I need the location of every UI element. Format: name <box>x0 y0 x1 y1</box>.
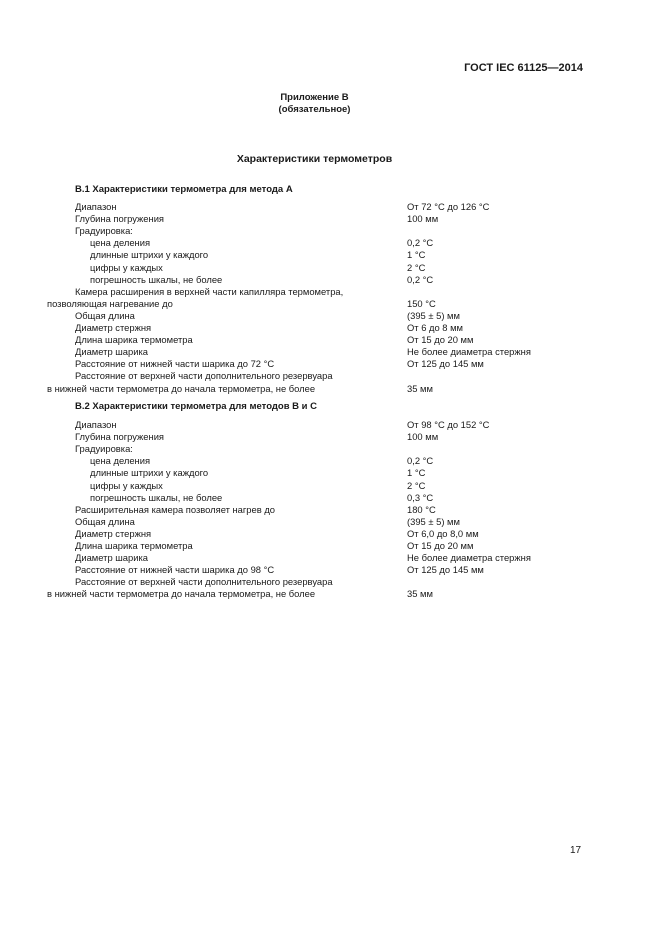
spec-row <box>0 274 661 286</box>
spec-row <box>0 249 661 261</box>
spec-row <box>0 455 661 467</box>
spec-value: 100 мм <box>407 431 439 443</box>
spec-value: От 72 °С до 126 °С <box>407 201 490 212</box>
spec-value: 35 мм <box>407 588 433 600</box>
spec-value: 2 °С <box>407 261 426 273</box>
spec-value: От 15 до 20 мм <box>407 334 474 346</box>
spec-label: Расстояние от верхней части дополнительного резервуара <box>75 576 333 588</box>
spec-row <box>0 298 661 310</box>
spec-row <box>0 504 661 516</box>
spec-label: Длина шарика термометра <box>75 334 193 346</box>
spec-row <box>0 310 661 322</box>
spec-row <box>0 370 661 382</box>
spec-row <box>0 346 661 358</box>
spec-row <box>0 443 661 455</box>
spec-value: 0,2 °С <box>407 455 434 467</box>
spec-value: (395 ± 5) мм <box>407 309 460 321</box>
page-number: 17 <box>570 845 582 856</box>
annex-title: Приложение В <box>280 92 349 103</box>
spec-label: длинные штрихи у каждого <box>90 249 209 261</box>
spec-value: От 98 °С до 152 °С <box>407 419 490 430</box>
spec-value: От 125 до 145 мм <box>407 564 484 576</box>
spec-row <box>0 201 661 213</box>
annex-header <box>0 92 629 116</box>
spec-row <box>0 552 661 564</box>
spec-row <box>0 528 661 540</box>
spec-row <box>0 480 661 492</box>
spec-label: Расстояние от нижней части шарика до 98 °С <box>75 564 275 576</box>
spec-value: 0,3 °С <box>407 491 434 503</box>
spec-value: 2 °С <box>407 479 426 491</box>
spec-value: 100 мм <box>407 213 439 225</box>
spec-row <box>0 540 661 552</box>
spec-value: 1 °С <box>407 467 426 479</box>
section-2-heading: В.2 Характеристики термометра для методов В и С <box>75 401 318 412</box>
spec-label: в нижней части термометра до начала термометра, не более <box>47 588 316 600</box>
spec-label: в нижней части термометра до начала термометра, не более <box>47 382 316 394</box>
spec-row <box>0 564 661 576</box>
spec-row <box>0 358 661 370</box>
spec-row <box>0 262 661 274</box>
spec-label: цифры у каждых <box>90 479 163 491</box>
spec-label: погрешность шкалы, не более <box>90 273 223 285</box>
spec-label: цифры у каждых <box>90 261 163 273</box>
spec-value: От 6,0 до 8,0 мм <box>407 527 479 539</box>
spec-label: Общая длина <box>75 309 135 321</box>
spec-row <box>0 383 661 395</box>
spec-label: Камера расширения в верхней части капилляра термометра, <box>75 285 344 297</box>
spec-label: цена деления <box>90 237 151 249</box>
spec-value: От 15 до 20 мм <box>407 540 474 551</box>
spec-label: Диапазон <box>75 201 117 212</box>
section-1-heading: В.1 Характеристики термометра для метода А <box>75 184 293 195</box>
spec-value: От 125 до 145 мм <box>407 358 484 370</box>
spec-label: Расстояние от верхней части дополнительного резервуара <box>75 370 333 382</box>
spec-label: Диаметр шарика <box>75 346 148 358</box>
spec-value: 0,2 °С <box>407 273 434 285</box>
spec-value: (395 ± 5) мм <box>407 515 460 527</box>
spec-value: От 6 до 8 мм <box>407 322 464 333</box>
document-title: Характеристики термометров <box>236 153 393 165</box>
standard-number: ГОСТ IEC 61125—2014 <box>464 62 583 74</box>
spec-row <box>0 225 661 237</box>
spec-value: 1 °С <box>407 249 426 261</box>
spec-label: длинные штрихи у каждого <box>90 467 209 479</box>
spec-label: Расширительная камера позволяет нагрев до <box>75 503 276 515</box>
spec-label: Градуировка: <box>75 443 133 455</box>
spec-label: погрешность шкалы, не более <box>90 491 223 503</box>
spec-value: Не более диаметра стержня <box>407 346 531 358</box>
spec-label: Диаметр стержня <box>75 322 152 333</box>
spec-label: Диаметр шарика <box>75 552 148 564</box>
spec-label: Глубина погружения <box>75 213 165 225</box>
spec-label: Расстояние от нижней части шарика до 72 °С <box>75 358 275 370</box>
spec-label: Диапазон <box>75 419 117 430</box>
spec-row <box>0 237 661 249</box>
spec-label: Общая длина <box>75 515 135 527</box>
spec-label: Глубина погружения <box>75 431 165 443</box>
spec-row <box>0 286 661 298</box>
spec-label: Диаметр стержня <box>75 527 152 539</box>
spec-row <box>0 588 661 600</box>
spec-row <box>0 431 661 443</box>
spec-value: 35 мм <box>407 382 433 394</box>
spec-row <box>0 492 661 504</box>
spec-row <box>0 213 661 225</box>
spec-value: 150 °С <box>407 297 436 309</box>
spec-label: Длина шарика термометра <box>75 540 193 551</box>
spec-row <box>0 419 661 431</box>
spec-label: Градуировка: <box>75 225 133 237</box>
annex-status: (обязательное) <box>278 104 351 115</box>
spec-value: 0,2 °С <box>407 237 434 249</box>
spec-row <box>0 467 661 479</box>
spec-row <box>0 334 661 346</box>
spec-value: Не более диаметра стержня <box>407 552 531 564</box>
spec-value: 180 °С <box>407 503 436 515</box>
spec-row <box>0 516 661 528</box>
spec-row <box>0 322 661 334</box>
spec-label: цена деления <box>90 455 151 467</box>
spec-label: позволяющая нагревание до <box>47 297 173 309</box>
spec-row <box>0 576 661 588</box>
